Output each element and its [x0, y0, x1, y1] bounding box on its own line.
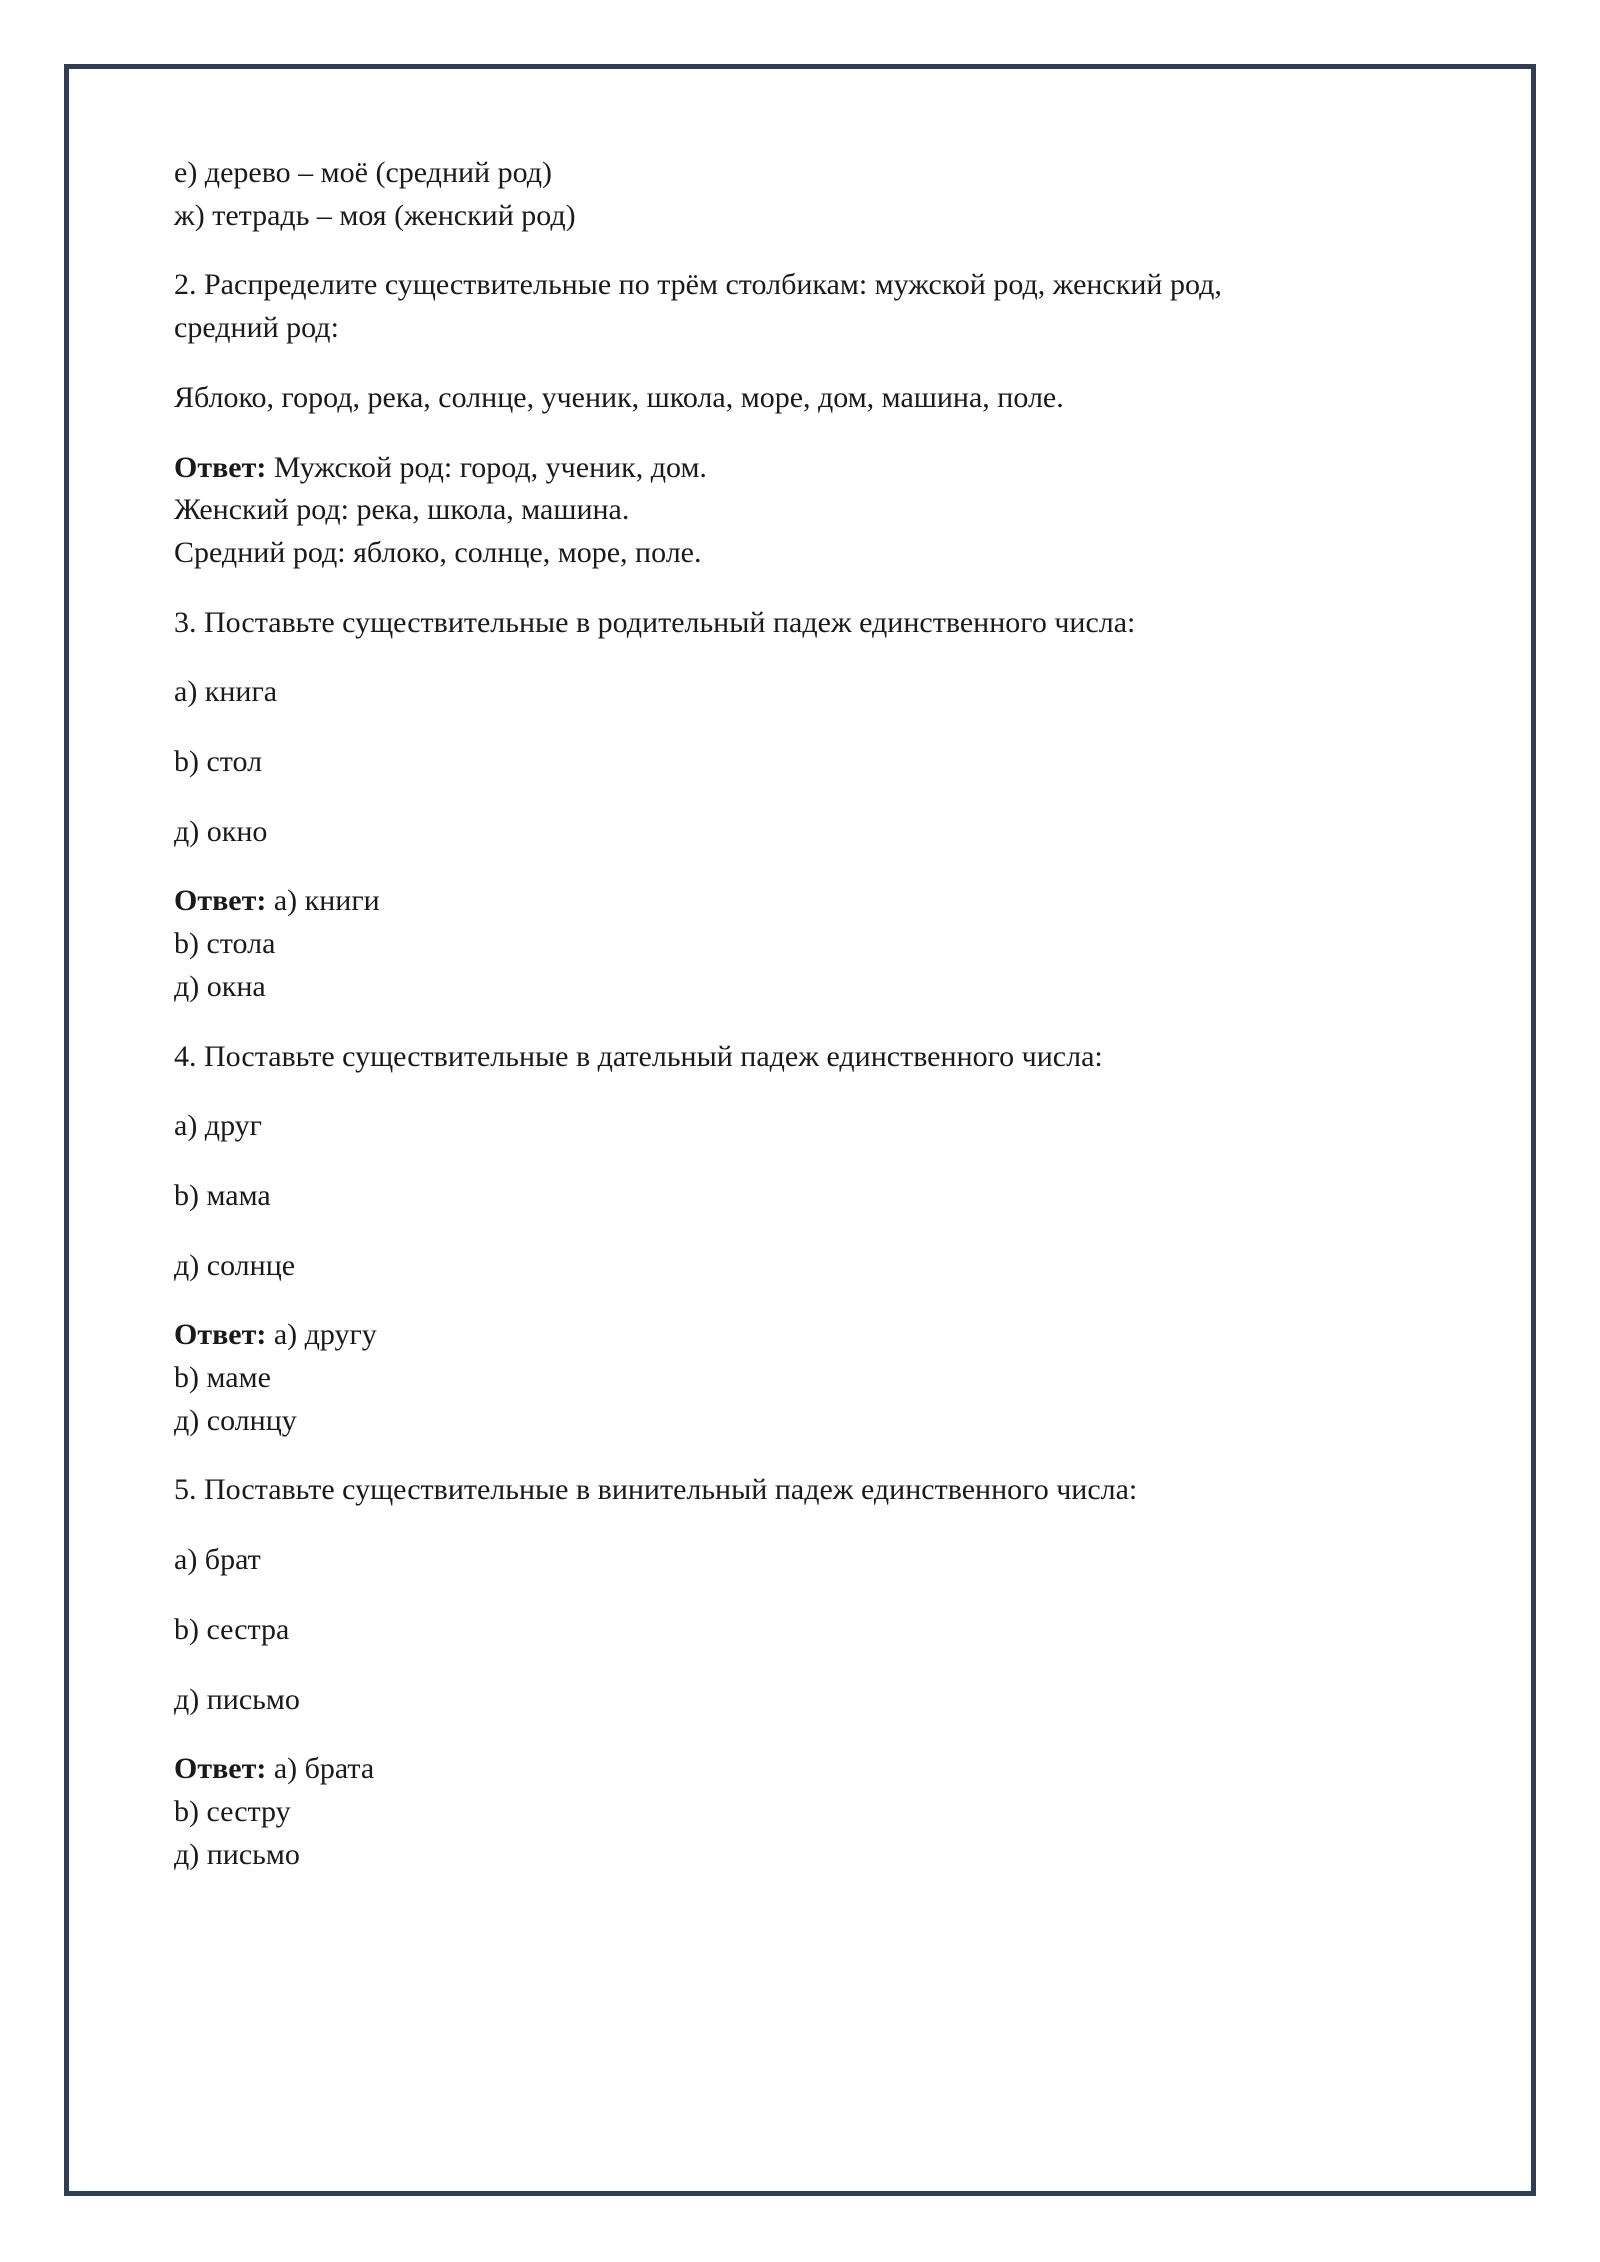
answer-line: b) сестру	[174, 1794, 291, 1828]
list-item: а) друг	[174, 1109, 262, 1143]
previous-items	[174, 152, 1424, 237]
question-5: 5. Поставьте существительные в винительный падеж единственного числа:	[174, 1473, 1138, 1507]
answer-2	[174, 447, 1424, 575]
document-content	[174, 152, 1424, 1903]
answer-4	[174, 1314, 1424, 1442]
answer-label: Ответ:	[174, 1752, 267, 1786]
question-3: 3. Поставьте существительные в родительный падеж единственного числа:	[174, 605, 1136, 639]
list-item: д) письмо	[174, 1682, 300, 1716]
list-item: д) солнце	[174, 1248, 296, 1282]
answer-line: Средний род: яблоко, солнце, море, поле.	[174, 535, 702, 569]
answer-line: b) маме	[174, 1361, 271, 1395]
list-item: b) мама	[174, 1178, 271, 1212]
question-2-words: Яблоко, город, река, солнце, ученик, школа, море, дом, машина, поле.	[174, 380, 1064, 414]
answer-line: д) письмо	[174, 1837, 300, 1871]
list-item: b) сестра	[174, 1612, 290, 1646]
answer-line: а) другу	[273, 1318, 377, 1352]
list-item: а) книга	[174, 675, 278, 709]
answer-line: д) солнцу	[174, 1403, 297, 1437]
answer-line: д) окна	[174, 969, 266, 1003]
answer-line: а) брата	[273, 1752, 375, 1786]
question-4: 4. Поставьте существительные в дательный падеж единственного числа:	[174, 1039, 1103, 1073]
question-2: 2. Распределите существительные по трём столбикам: мужской род, женский род, средний род:	[174, 268, 1222, 345]
answer-line: Женский род: река, школа, машина.	[174, 493, 630, 527]
answer-3	[174, 880, 1424, 1008]
answer-5	[174, 1748, 1424, 1876]
answer-line: b) стола	[174, 927, 276, 961]
answer-label: Ответ:	[174, 884, 267, 918]
answer-line: Мужской род: город, ученик, дом.	[273, 450, 707, 484]
answer-label: Ответ:	[174, 1318, 267, 1352]
list-item: ж) тетрадь – моя (женский род)	[174, 198, 576, 232]
list-item: е) дерево – моё (средний род)	[174, 156, 553, 189]
list-item: а) брат	[174, 1543, 261, 1577]
answer-line: а) книги	[273, 884, 380, 918]
list-item: b) стол	[174, 745, 263, 779]
answer-label: Ответ:	[174, 450, 267, 484]
list-item: д) окно	[174, 814, 268, 848]
